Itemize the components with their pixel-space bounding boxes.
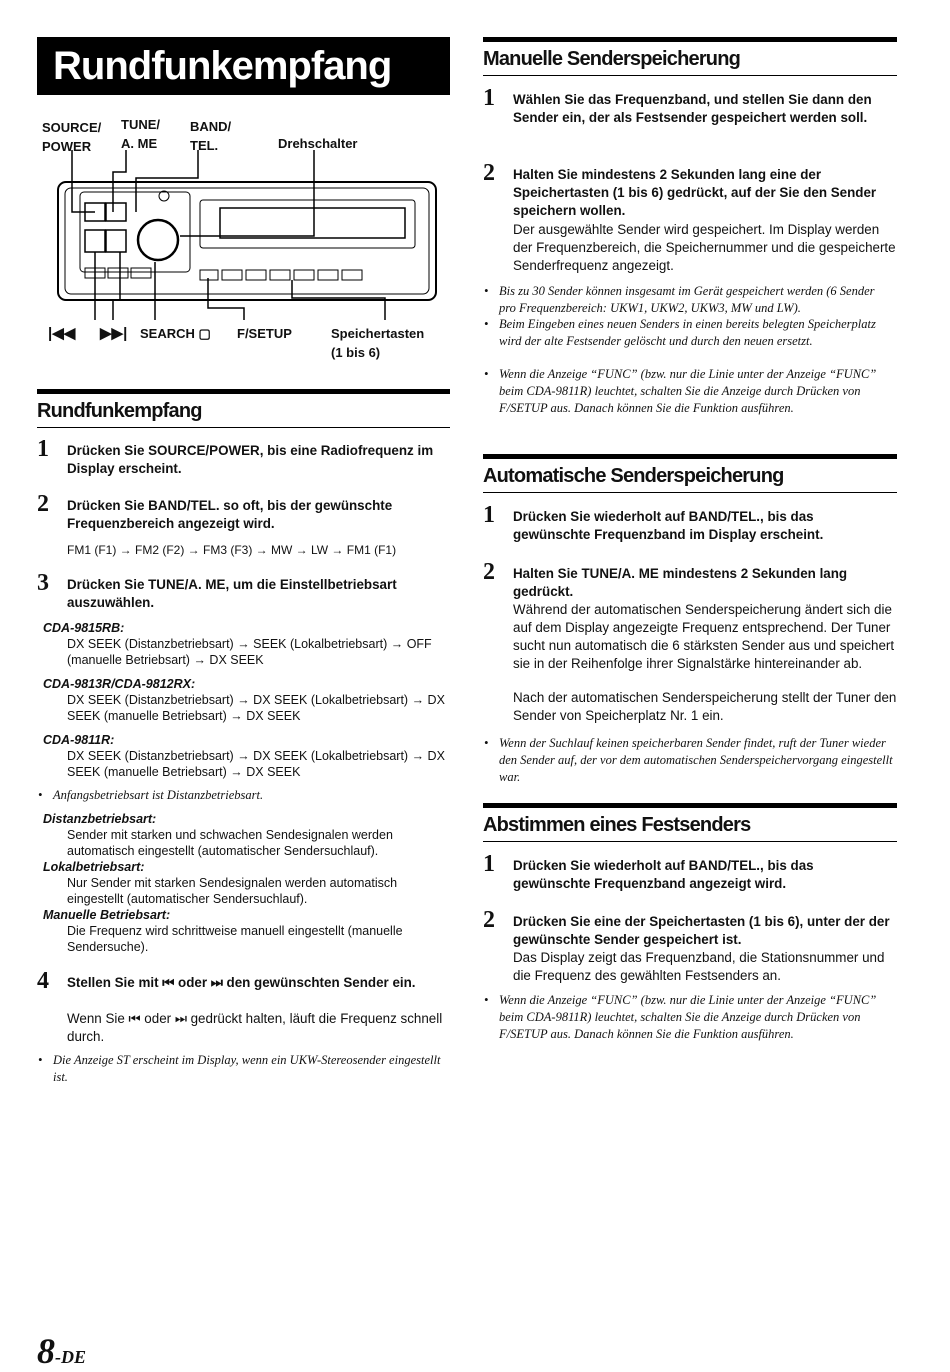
label-prev: |◀◀ <box>48 325 76 342</box>
auto-note: • Wenn der Suchlauf keinen speicherbaren Sender findet, ruft der Tuner wieder den Sender auf, der vor dem automatischen Senderspeichervorgang eingestellt war. <box>484 736 893 784</box>
label-next: ▶▶| <box>100 325 128 342</box>
label-drehschalter: Drehschalter <box>278 136 358 151</box>
note-initial-mode: • Anfangsbetriebsart ist Distanzbetriebsart. <box>38 788 264 802</box>
mode-descriptions: Distanzbetriebsart: Sender mit starken und schwachen Sendesignalen werden automatisch eingestellt (automatischer Sendersuchlauf). Lokalbetriebsart: Nur Sender mit starken Sendesignalen werden automatisch eingestellt (automatischer Sendersuchlauf). Manuelle Betriebsart: Die Frequenz wird schrittweise manuell eingestellt (manuelle Sendersuche). <box>43 812 403 954</box>
section-heading-manual-store: Manuelle Senderspeicherung <box>483 37 897 76</box>
page-number: 8-DE <box>37 1331 86 1371</box>
manual-note-3: • Wenn die Anzeige “FUNC” (bzw. nur die Linie unter der Anzeige “FUNC” beim CDA-9811R) leuchtet, schalten Sie die Anzeige durch Drücken von F/SETUP aus. Danach können Sie die Funktion ausführen. <box>484 367 877 415</box>
section-heading-auto-store: Automatische Senderspeicherung <box>483 454 897 493</box>
label-source-power: SOURCE/ POWER <box>42 120 102 154</box>
manual-note-2: • Beim Eingeben eines neuen Senders in einen bereits belegten Speicherplatz wird der alte Festsender gelöscht und durch den neuen ersetzt. <box>484 317 876 348</box>
note-stereo: • Die Anzeige ST erscheint im Display, wenn ein UKW-Stereosender eingestellt ist. <box>38 1053 441 1084</box>
model-list: CDA-9815RB: DX SEEK (Distanzbetriebsart) → SEEK (Lokalbetriebsart) → OFF (manuelle Betriebsart) → DX SEEK CDA-9813R/CDA-9812RX: DX SEEK (Distanzbetriebsart) → DX SEEK (Lokalbetriebsart) → DX SEEK (manuelle Betriebsart) → DX SEEK CDA-9811R: DX SEEK (Distanzbetriebsart) → DX SEEK (Lokalbetriebsart) → DX SEEK (manuelle Betriebsart) → DX SEEK <box>43 621 445 779</box>
label-tune-ame: TUNE/ A. ME <box>121 117 160 151</box>
label-band-tel: BAND/ TEL. <box>190 119 232 153</box>
label-search: SEARCH ▢ <box>140 326 211 341</box>
label-fsetup: F/SETUP <box>237 326 292 341</box>
section-heading-preset-tune: Abstimmen eines Festsenders <box>483 803 897 842</box>
preset-note: • Wenn die Anzeige “FUNC” (bzw. nur die Linie unter der Anzeige “FUNC” beim CDA-9811R) leuchtet, schalten Sie die Anzeige durch Drücken von F/SETUP aus. Danach können Sie die Funktion ausführen. <box>484 993 877 1041</box>
manual-note-1: • Bis zu 30 Sender können insgesamt im Gerät gespeichert werden (6 Sender pro Frequenzbereich: UKW1, UKW2, UKW3, MW und LW). <box>484 284 875 315</box>
label-speichertasten: Speichertasten (1 bis 6) <box>331 326 425 360</box>
head-unit-diagram <box>40 150 450 320</box>
section-heading-rundfunkempfang: Rundfunkempfang <box>37 389 450 428</box>
page-title: Rundfunkempfang <box>37 37 450 95</box>
